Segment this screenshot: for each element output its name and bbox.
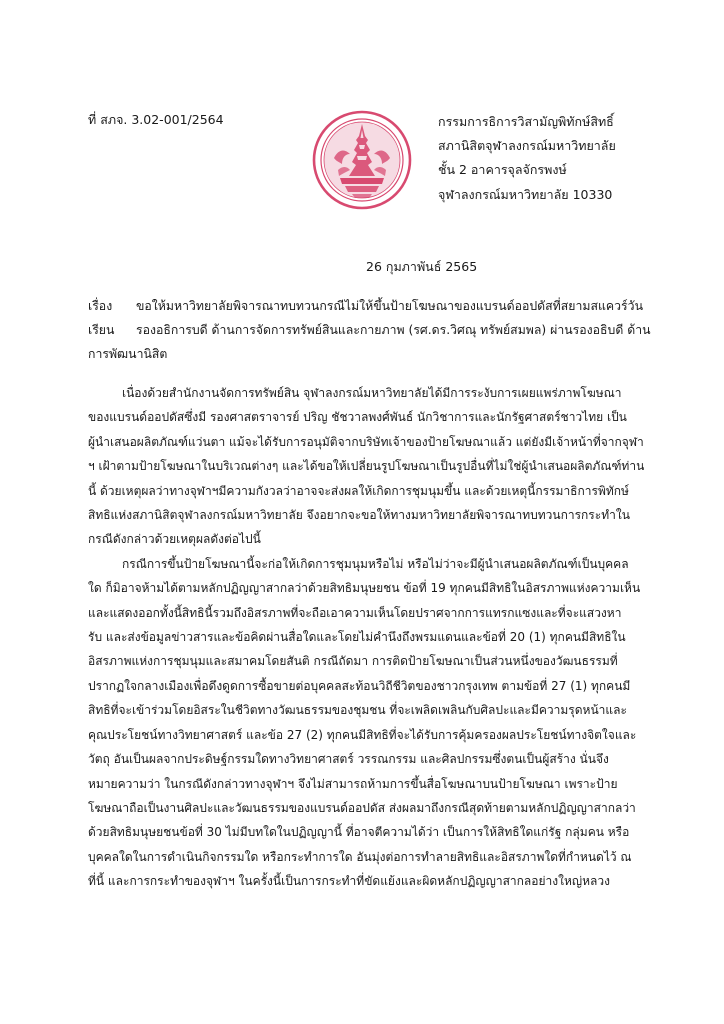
letter-body: [88, 381, 644, 894]
body-line: นี้ ด้วยเหตุผลว่าทางจุฬาฯมีความกังวลว่าอาจจะส่งผลให้เกิดการชุมนุมขึ้น และด้วยเหตุนี้กรรมาธิการพิทักษ์: [88, 483, 629, 498]
body-line: โฆษณาถือเป็นงานศิลปะและวัฒนธรรมของแบรนด์ออปดัส ส่งผลมาถึงกรณีสุดท้ายตามหลักปฏิญญาสากลว่า: [88, 800, 636, 815]
recipient-row: [88, 318, 651, 342]
body-line: สิทธิที่จะเข้าร่วมโดยอิสระในชีวิตทางวัฒนธรรมของชุมชน ที่จะเพลิดเพลินกับศิลปะและมีความรุดหน้าและ: [88, 703, 627, 718]
body-line: ฯ เฝ้าตามป้ายโฆษณาในบริเวณต่างๆ และได้ขอให้เปลี่ยนรูปโฆษณาเป็นรูปอื่นที่ไม่ใช่ผู้นำเสนอผลิตภัณฑ์ท่าน: [88, 459, 644, 474]
address-line: สภานิสิตจุฬาลงกรณ์มหาวิทยาลัย: [438, 138, 616, 154]
letter-date: 26 กุมภาพันธ์ 2565: [366, 259, 478, 274]
chulalongkorn-university-seal-icon: [312, 110, 412, 210]
body-line: คุณประโยชน์ทางวิทยาศาสตร์ และข้อ 27 (2) ทุกคนมีสิทธิที่จะได้รับการคุ้มครองผลประโยชน์ทางจิตใจและ: [88, 727, 637, 742]
body-line: ใด ก็มิอาจห้ามได้ตามหลักปฏิญญาสากลว่าด้วยสิทธิมนุษยชน ข้อที่ 19 ทุกคนมีสิทธิในอิสรภาพแห่งความเห็น: [88, 581, 641, 596]
subject-label: เรื่อง: [88, 299, 113, 313]
body-line: กรณีการขึ้นป้ายโฆษณานี้จะก่อให้เกิดการชุมนุมหรือไม่ หรือไม่ว่าจะมีผู้นำเสนอผลิตภัณฑ์เป็นบุคคล: [122, 556, 629, 571]
recipient-text: รองอธิการบดี ด้านการจัดการทรัพย์สินและกายภาพ (รศ.ดร.วิศณุ ทรัพย์สมพล) ผ่านรองอธิบดี ด้าน: [136, 323, 651, 337]
address-line: จุฬาลงกรณ์มหาวิทยาลัย 10330: [438, 186, 613, 202]
body-line: ปรากฏใจกลางเมืองเพื่อดึงดูดการซื้อขายต่อบุคคลสะท้อนวิถีชีวิตของชาวกรุงเทพ ตามข้อที่ 27 (1) ทุกคนมี: [88, 678, 631, 693]
recipient-text-continued: การพัฒนานิสิต: [88, 347, 168, 361]
body-line: ที่นี้ และการกระทำของจุฬาฯ ในครั้งนี้เป็นการกระทำที่ขัดแย้งและผิดหลักปฏิญญาสากลอย่างใหญ่หลวง: [88, 874, 610, 889]
address-line: กรรมการธิการวิสามัญพิทักษ์สิทธิ์: [438, 114, 614, 129]
subject-block: [88, 294, 651, 366]
body-line: รับ และส่งข้อมูลข่าวสารและข้อคิดผ่านสื่อใดและโดยไม่คำนึงถึงพรมแดนและข้อที่ 20 (1) ทุกคนมีสิทธิใน: [88, 630, 626, 645]
body-line: สิทธิแห่งสภานิสิตจุฬาลงกรณ์มหาวิทยาลัย จึงอยากจะขอให้ทางมหาวิทยาลัยพิจารณาทบทวนการกระทำใน: [88, 508, 630, 523]
body-line: ของแบรนด์ออปดัสซึ่งมี รองศาสตราจารย์ ปริญ ชัชวาลพงศ์พันธ์ นักวิชาการและนักรัฐศาสตร์ชาวไทย เป็น: [88, 410, 627, 425]
body-line: อิสรภาพแห่งการชุมนุมและสมาคมโดยสันติ กรณีถัดมา การติดป้ายโฆษณาเป็นส่วนหนึ่งของวัฒนธรรมที่: [88, 654, 618, 669]
subject-text: ขอให้มหาวิทยาลัยพิจารณาทบทวนกรณีไม่ให้ขึ้นป้ายโฆษณาของแบรนด์ออปดัสที่สยามสแควร์วัน: [136, 299, 643, 313]
body-line: วัตถุ อันเป็นผลจากประดิษฐ์กรรมใดทางวิทยาศาสตร์ วรรณกรรม และศิลปกรรมซึ่งตนเป็นผู้สร้าง นั่นจึง: [88, 752, 609, 767]
recipient-label: เรียน: [88, 323, 115, 337]
body-line: หมายความว่า ในกรณีดังกล่าวทางจุฬาฯ จึงไม่สามารถห้ามการขึ้นสื่อโฆษณาบนป้ายโฆษณา เพราะป้าย: [88, 776, 618, 791]
body-line: และแสดงออกทั้งนี้สิทธินี้รวมถึงอิสรภาพที่จะถือเอาความเห็นโดยปราศจากการแทรกแซงและที่จะแสวงหา: [88, 605, 622, 620]
body-line: ด้วยสิทธิมนุษยชนข้อที่ 30 ไม่มีบทใดในปฏิญญานี้ ที่อาจตีความได้ว่า เป็นการให้สิทธิใดแก่รัฐ กลุ่มคน หรือ: [88, 825, 630, 840]
sender-address: [438, 110, 616, 207]
body-line: ผู้นำเสนอผลิตภัณฑ์แว่นตา แม้จะได้รับการอนุมัติจากบริษัทเจ้าของป้ายโฆษณาแล้ว แต่ยังมีเจ้าหน้าที่จากจุฬา: [88, 434, 644, 449]
paragraph-1: [88, 381, 644, 552]
reference-number: ที่ สภจ. 3.02-001/2564: [88, 112, 224, 127]
body-line: กรณีดังกล่าวด้วยเหตุผลดังต่อไปนี้: [88, 532, 261, 547]
body-line: เนื่องด้วยสำนักงานจัดการทรัพย์สิน จุฬาลงกรณ์มหาวิทยาลัยได้มีการระงับการเผยแพร่ภาพโฆษณา: [122, 386, 622, 400]
subject-row: [88, 294, 648, 318]
paragraph-2: [88, 552, 644, 894]
address-line: ชั้น 2 อาคารจุลจักรพงษ์: [438, 162, 567, 178]
body-line: บุคคลใดในการดำเนินกิจกรรมใด หรือกระทำการใด อันมุ่งต่อการทำลายสิทธิและอิสรภาพใดที่กำหนดไว้ ณ: [88, 849, 632, 864]
